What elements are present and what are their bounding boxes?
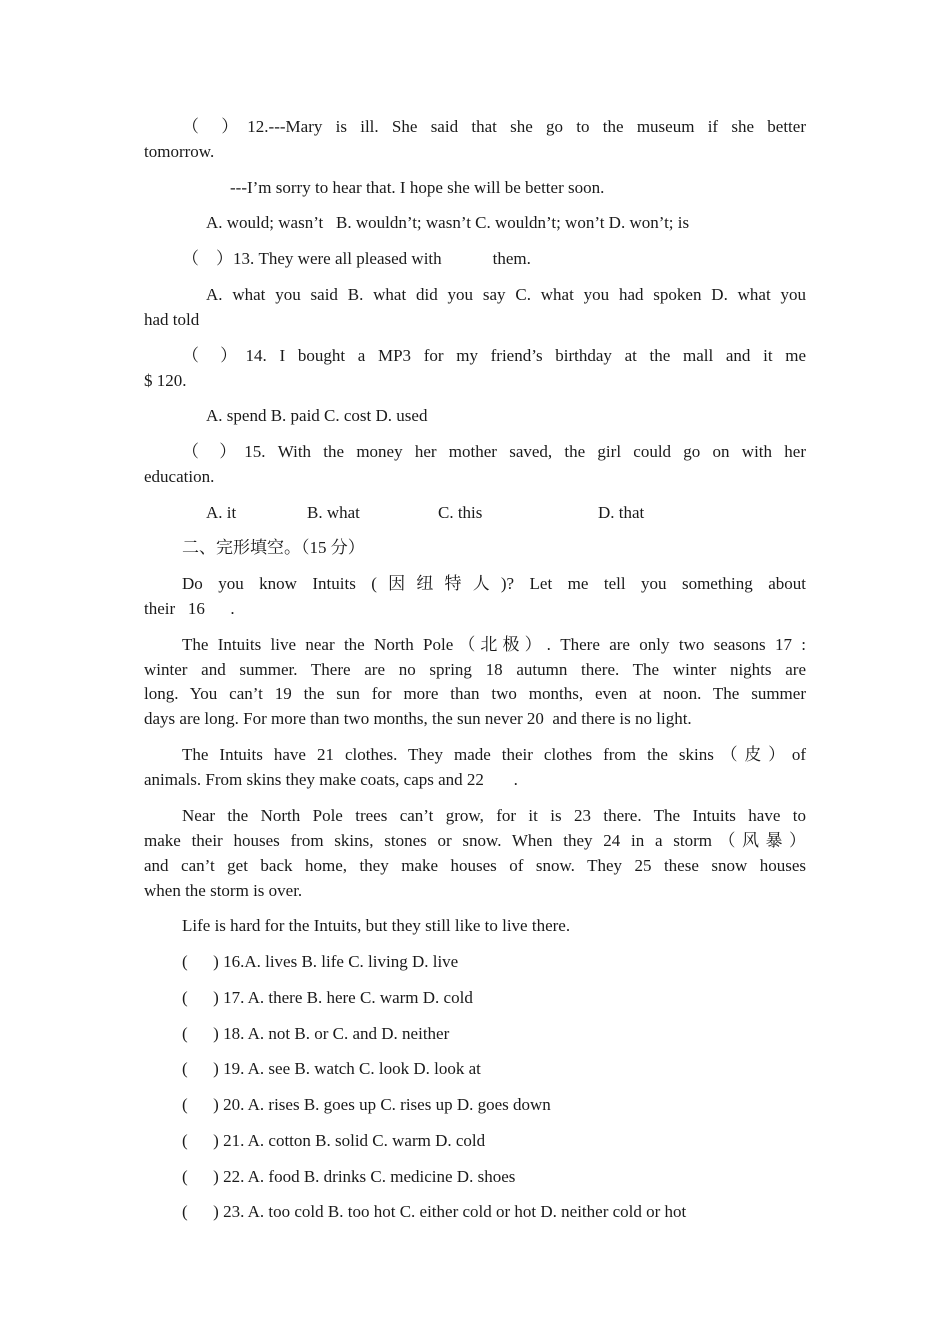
q15-option-b: B. what <box>307 503 360 522</box>
passage-p4-line3: and can’t get back home, they make houses of snow. They 25 these snow houses <box>144 856 806 875</box>
q15-option-c: C. this <box>438 503 483 522</box>
passage-p3-line2: animals. From skins they make coats, caps and 22 . <box>144 770 518 789</box>
q15-line2: education. <box>144 467 215 486</box>
passage-p3-line1: The Intuits have 21 clothes. They made their clothes from the skins（皮）of <box>182 745 806 764</box>
passage-p2-line3: long. You can’t 19 the sun for more than two months, even at noon. The summer <box>144 684 806 703</box>
passage-p4-line1: Near the North Pole trees can’t grow, for it is 23 there. The Intuits have to <box>182 806 806 825</box>
section-heading: 二、完形填空。（15 分） <box>182 538 365 557</box>
q14-line1: （ ）14. I bought a MP3 for my friend’s birthday at the mall and it me <box>182 346 806 365</box>
passage-p4-line4: when the storm is over. <box>144 881 303 900</box>
answer-item-19: ( ) 19. A. see B. watch C. look D. look at <box>182 1059 481 1078</box>
q13-options-line1: A. what you said B. what did you say C. what you had spoken D. what you <box>206 285 806 304</box>
answer-item-23: ( ) 23. A. too cold B. too hot C. either cold or hot D. neither cold or hot <box>182 1202 687 1221</box>
q12-line2: tomorrow. <box>144 142 215 161</box>
passage-p2-line4: days are long. For more than two months, the sun never 20 and there is no light. <box>144 709 692 728</box>
q13-line1: （ ）13. They were all pleased with them. <box>182 249 531 268</box>
q15-option-d: D. that <box>598 503 645 522</box>
answer-item-18: ( ) 18. A. not B. or C. and D. neither <box>182 1024 450 1043</box>
q12-response: ---I’m sorry to hear that. I hope she will be better soon. <box>230 178 605 197</box>
answer-item-21: ( ) 21. A. cotton B. solid C. warm D. cold <box>182 1131 486 1150</box>
q14-line2: $ 120. <box>144 371 187 390</box>
passage-p1-line1: Do you know Intuits (因纽特人)? Let me tell you something about <box>182 574 806 593</box>
q15-line1: （ ）15. With the money her mother saved, the girl could go on with her <box>182 442 806 461</box>
passage-p2-line2: winter and summer. There are no spring 18 autumn there. The winter nights are <box>144 660 806 679</box>
q15-option-a: A. it <box>206 503 237 522</box>
answer-item-20: ( ) 20. A. rises B. goes up C. rises up D. goes down <box>182 1095 551 1114</box>
answer-item-22: ( ) 22. A. food B. drinks C. medicine D. shoes <box>182 1167 516 1186</box>
q13-options-line2: had told <box>144 310 200 329</box>
answer-item-17: ( ) 17. A. there B. here C. warm D. cold <box>182 988 473 1007</box>
passage-p2-line1: The Intuits live near the North Pole（北极）. There are only two seasons 17 : <box>182 635 806 654</box>
passage-p5: Life is hard for the Intuits, but they still like to live there. <box>182 916 571 935</box>
q12-options: A. would; wasn’t B. wouldn’t; wasn’t C. wouldn’t; won’t D. won’t; is <box>206 213 690 232</box>
answer-item-16: ( ) 16.A. lives B. life C. living D. live <box>182 952 459 971</box>
q14-options: A. spend B. paid C. cost D. used <box>206 406 428 425</box>
passage-p4-line2: make their houses from skins, stones or snow. When they 24 in a storm（风暴） <box>144 831 806 850</box>
q12-line1: （ ）12.---Mary is ill. She said that she go to the museum if she better <box>182 117 806 136</box>
passage-p1-line2: their 16 . <box>144 599 235 618</box>
